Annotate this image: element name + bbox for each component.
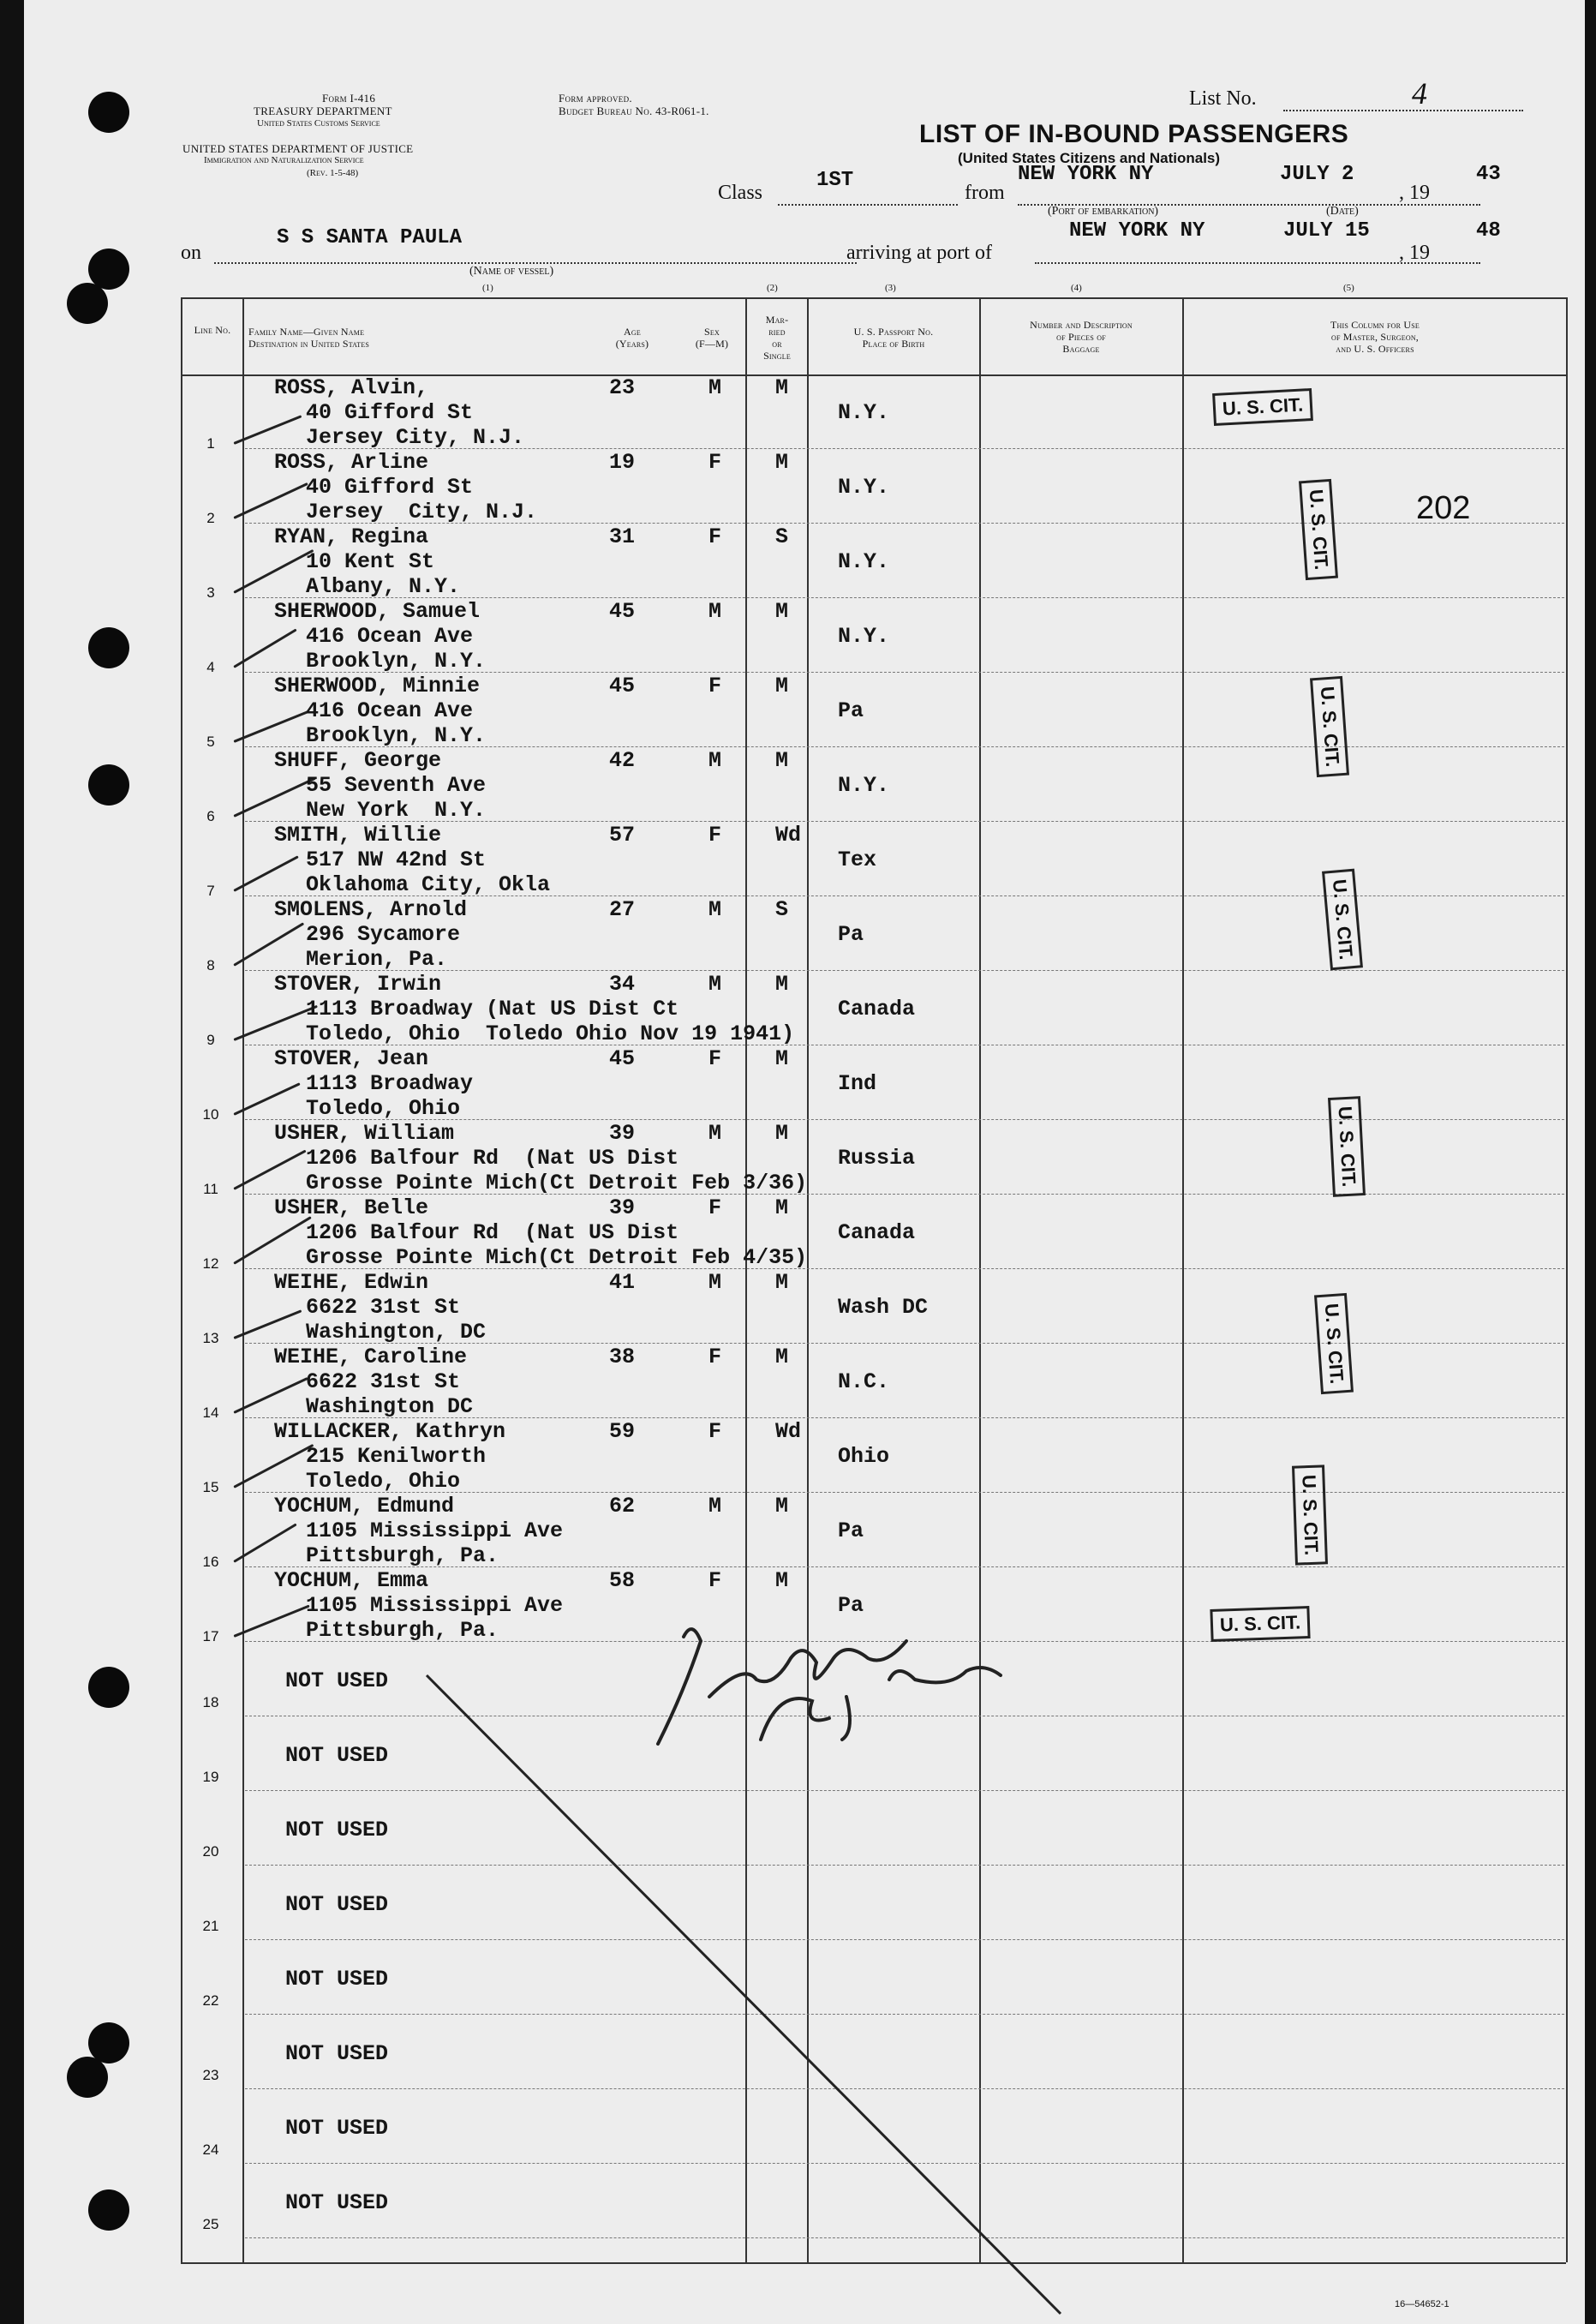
- passenger-name: WEIHE, Caroline: [274, 1345, 468, 1369]
- address-city: Grosse Pointe Mich(Ct Detroit Feb 3/36): [306, 1171, 808, 1195]
- us-citizen-stamp: U. S. CIT.: [1210, 1606, 1310, 1642]
- address-street: 1206 Balfour Rd (Nat US Dist: [306, 1146, 679, 1171]
- revision: (Rev. 1-5-48): [307, 168, 359, 178]
- marital-status: M: [775, 1121, 789, 1146]
- address-street: 517 NW 42nd St: [306, 848, 487, 872]
- passenger-age: 42: [609, 748, 636, 773]
- footer-code: 16—54652-1: [1395, 2299, 1450, 2309]
- passenger-name: SMOLENS, Arnold: [274, 897, 468, 922]
- form-approved: Form approved.: [559, 92, 632, 105]
- passenger-name: STOVER, Jean: [274, 1046, 429, 1071]
- marital-status: M: [775, 1494, 789, 1518]
- place-of-birth: Ohio: [838, 1444, 890, 1469]
- address-city: Jersey City, N.J.: [306, 425, 525, 450]
- address-street: 6622 31st St: [306, 1295, 461, 1320]
- line-number: 6: [206, 808, 215, 824]
- address-street: 215 Kenilworth: [306, 1444, 487, 1469]
- passenger-sex: F: [708, 524, 722, 549]
- passenger-name: USHER, William: [274, 1121, 455, 1146]
- address-city: Toledo, Ohio Toledo Ohio Nov 19 1941): [306, 1021, 795, 1046]
- address-street: 416 Ocean Ave: [306, 624, 474, 649]
- passenger-sex: M: [708, 1270, 722, 1295]
- place-of-birth: N.Y.: [838, 773, 890, 798]
- marital-status: M: [775, 1046, 789, 1071]
- col-num-3: (3): [885, 283, 896, 293]
- col-num-2: (2): [767, 283, 778, 293]
- address-street: 40 Gifford St: [306, 475, 474, 500]
- header-name: Family Name—Given Name: [248, 326, 365, 338]
- address-street: 1113 Broadway (Nat US Dist Ct: [306, 997, 679, 1021]
- header-age-unit: (Years): [615, 338, 649, 350]
- not-used-label: NOT USED: [285, 1967, 389, 1992]
- passenger-sex: M: [708, 972, 722, 997]
- marital-status: M: [775, 972, 789, 997]
- on-label: on: [181, 242, 201, 264]
- line-number: 3: [206, 584, 215, 601]
- marital-status: Wd: [775, 1419, 802, 1444]
- line-number: 24: [202, 2141, 219, 2158]
- not-used-label: NOT USED: [285, 1668, 389, 1693]
- passenger-sex: F: [708, 1419, 722, 1444]
- line-number: 15: [202, 1479, 219, 1495]
- place-of-birth: N.Y.: [838, 549, 890, 574]
- place-of-birth: N.Y.: [838, 400, 890, 425]
- passenger-age: 45: [609, 674, 636, 698]
- place-of-birth: Russia: [838, 1146, 916, 1171]
- passenger-name: ROSS, Arline: [274, 450, 429, 475]
- us-citizen-stamp: U. S. CIT.: [1310, 676, 1349, 777]
- passenger-age: 41: [609, 1270, 636, 1295]
- place-of-birth: Wash DC: [838, 1295, 929, 1320]
- not-used-label: NOT USED: [285, 2041, 389, 2066]
- passenger-age: 39: [609, 1121, 636, 1146]
- passenger-sex: M: [708, 748, 722, 773]
- header-baggage-3: Baggage: [1062, 343, 1100, 355]
- port-embarkation-note: (Port of embarkation): [1048, 205, 1159, 218]
- passenger-name: YOCHUM, Edmund: [274, 1494, 455, 1518]
- address-city: Oklahoma City, Okla: [306, 872, 551, 897]
- line-number: 8: [206, 957, 215, 973]
- marital-status: M: [775, 1345, 789, 1369]
- line-number: 5: [206, 734, 215, 750]
- port-of-embarkation: NEW YORK NY: [1018, 163, 1154, 186]
- line-number: 7: [206, 883, 215, 899]
- passenger-name: WEIHE, Edwin: [274, 1270, 429, 1295]
- place-of-birth: Pa: [838, 698, 864, 723]
- from-label: from: [965, 182, 1005, 204]
- form-title: LIST OF IN-BOUND PASSENGERS: [919, 120, 1349, 148]
- arrival-date: JULY 15: [1283, 219, 1370, 243]
- customs-service: United States Customs Service: [257, 118, 380, 129]
- header-married-4: Single: [763, 350, 791, 362]
- passenger-sex: F: [708, 1195, 722, 1220]
- line-number: 17: [202, 1628, 219, 1644]
- us-citizen-stamp: U. S. CIT.: [1328, 1096, 1366, 1197]
- not-used-label: NOT USED: [285, 2116, 389, 2141]
- embarkation-date: JULY 2: [1280, 163, 1354, 186]
- passenger-name: USHER, Belle: [274, 1195, 429, 1220]
- header-officers-3: and U. S. Officers: [1336, 343, 1414, 355]
- not-used-label: NOT USED: [285, 2190, 389, 2215]
- arrival-port: NEW YORK NY: [1069, 219, 1205, 243]
- address-city: Washington DC: [306, 1394, 474, 1419]
- line-number: 14: [202, 1405, 219, 1421]
- header-line-no: Line No.: [194, 324, 231, 336]
- place-of-birth: Canada: [838, 997, 916, 1021]
- address-street: 10 Kent St: [306, 549, 435, 574]
- marital-status: M: [775, 1270, 789, 1295]
- passenger-name: SHERWOOD, Samuel: [274, 599, 481, 624]
- address-city: Toledo, Ohio: [306, 1096, 461, 1121]
- col-num-5: (5): [1343, 283, 1354, 293]
- officer-note: 202: [1416, 490, 1471, 526]
- passenger-age: 45: [609, 599, 636, 624]
- address-city: Washington, DC: [306, 1320, 487, 1345]
- passenger-sex: F: [708, 1345, 722, 1369]
- passenger-name: STOVER, Irwin: [274, 972, 442, 997]
- marital-status: S: [775, 897, 789, 922]
- us-citizen-stamp: U. S. CIT.: [1299, 479, 1338, 580]
- line-number: 4: [206, 659, 215, 675]
- form-number: Form I-416: [322, 92, 376, 105]
- passenger-sex: M: [708, 897, 722, 922]
- not-used-label: NOT USED: [285, 1743, 389, 1768]
- passenger-age: 62: [609, 1494, 636, 1518]
- line-number: 13: [202, 1330, 219, 1346]
- address-street: 1105 Mississippi Ave: [306, 1593, 564, 1618]
- address-city: Pittsburgh, Pa.: [306, 1543, 499, 1568]
- passenger-age: 34: [609, 972, 636, 997]
- passenger-age: 39: [609, 1195, 636, 1220]
- inspector-signature: [24, 0, 1585, 2324]
- passenger-name: WILLACKER, Kathryn: [274, 1419, 506, 1444]
- header-sex-values: (F—M): [695, 338, 729, 350]
- department-of-justice: UNITED STATES DEPARTMENT OF JUSTICE: [182, 142, 414, 155]
- address-street: 296 Sycamore: [306, 922, 461, 947]
- col-num-1: (1): [482, 283, 493, 293]
- address-street: 6622 31st St: [306, 1369, 461, 1394]
- line-number: 11: [203, 1181, 218, 1197]
- us-citizen-stamp: U. S. CIT.: [1314, 1293, 1354, 1394]
- vessel-name: S S SANTA PAULA: [277, 226, 463, 249]
- address-street: 1206 Balfour Rd (Nat US Dist: [306, 1220, 679, 1245]
- header-married-3: or: [772, 338, 782, 350]
- list-no-value: 4: [1412, 76, 1427, 111]
- place-of-birth: N.C.: [838, 1369, 890, 1394]
- passenger-sex: F: [708, 450, 722, 475]
- header-birthplace: Place of Birth: [862, 338, 925, 350]
- budget-bureau: Budget Bureau No. 43-R061-1.: [559, 105, 709, 117]
- place-of-birth: N.Y.: [838, 624, 890, 649]
- address-street: 40 Gifford St: [306, 400, 474, 425]
- us-citizen-stamp: U. S. CIT.: [1212, 388, 1313, 426]
- passenger-age: 23: [609, 375, 636, 400]
- passenger-sex: F: [708, 1046, 722, 1071]
- passenger-sex: F: [708, 674, 722, 698]
- place-of-birth: Canada: [838, 1220, 916, 1245]
- address-city: Grosse Pointe Mich(Ct Detroit Feb 4/35): [306, 1245, 808, 1270]
- passenger-age: 45: [609, 1046, 636, 1071]
- address-street: 416 Ocean Ave: [306, 698, 474, 723]
- header-sex: Sex: [704, 326, 720, 338]
- passenger-sex: F: [708, 1568, 722, 1593]
- line-number: 20: [202, 1843, 219, 1860]
- header-officers-1: This Column for Use: [1330, 319, 1420, 331]
- passenger-sex: F: [708, 823, 722, 848]
- line-number: 2: [206, 510, 215, 526]
- line-number: 12: [202, 1255, 219, 1272]
- header-passport: U. S. Passport No.: [853, 326, 934, 338]
- marital-status: S: [775, 524, 789, 549]
- passenger-age: 27: [609, 897, 636, 922]
- address-street: 1105 Mississippi Ave: [306, 1518, 564, 1543]
- date-note: (Date): [1326, 205, 1359, 218]
- address-city: Merion, Pa.: [306, 947, 448, 972]
- line-number: 19: [202, 1769, 219, 1785]
- marital-status: M: [775, 674, 789, 698]
- treasury-department: TREASURY DEPARTMENT: [254, 105, 392, 117]
- address-city: Toledo, Ohio: [306, 1469, 461, 1494]
- address-city: Jersey City, N.J.: [306, 500, 538, 524]
- not-used-label: NOT USED: [285, 1818, 389, 1842]
- us-citizen-stamp: U. S. CIT.: [1322, 869, 1363, 971]
- address-street: 1113 Broadway: [306, 1071, 474, 1096]
- us-citizen-stamp: U. S. CIT.: [1292, 1464, 1328, 1565]
- place-of-birth: Pa: [838, 1593, 864, 1618]
- header-baggage-1: Number and Description: [1030, 319, 1133, 331]
- passenger-age: 19: [609, 450, 636, 475]
- header-married-2: ried: [768, 326, 786, 338]
- marital-status: M: [775, 599, 789, 624]
- passenger-sex: M: [708, 599, 722, 624]
- passenger-sex: M: [708, 1494, 722, 1518]
- passenger-name: ROSS, Alvin,: [274, 375, 429, 400]
- manifest-page: [24, 0, 1585, 2324]
- line-number: 21: [202, 1918, 219, 1934]
- marital-status: Wd: [775, 823, 802, 848]
- passenger-age: 38: [609, 1345, 636, 1369]
- line-number: 18: [202, 1694, 219, 1710]
- not-used-label: NOT USED: [285, 1892, 389, 1917]
- address-city: Brooklyn, N.Y.: [306, 649, 487, 674]
- line-number: 1: [206, 435, 215, 452]
- passenger-sex: M: [708, 375, 722, 400]
- vessel-note: (Name of vessel): [469, 265, 554, 278]
- form-subtitle: (United States Citizens and Nationals): [958, 150, 1221, 166]
- immigration-service: Immigration and Naturalization Service: [204, 155, 364, 165]
- address-street: 55 Seventh Ave: [306, 773, 487, 798]
- list-no-label: List No.: [1189, 87, 1257, 110]
- col-num-4: (4): [1071, 283, 1082, 293]
- place-of-birth: Tex: [838, 848, 877, 872]
- passenger-sex: M: [708, 1121, 722, 1146]
- header-destination: Destination in United States: [248, 338, 370, 350]
- arriving-label: arriving at port of: [846, 242, 992, 264]
- header-married-1: Mar-: [765, 314, 789, 326]
- embarkation-year: 43: [1476, 163, 1501, 186]
- line-number: 9: [206, 1032, 215, 1048]
- header-age: Age: [624, 326, 641, 338]
- passenger-age: 58: [609, 1568, 636, 1593]
- address-city: Brooklyn, N.Y.: [306, 723, 487, 748]
- marital-status: M: [775, 375, 789, 400]
- line-number: 10: [202, 1106, 219, 1123]
- class-value: 1ST: [816, 169, 854, 192]
- address-city: Pittsburgh, Pa.: [306, 1618, 499, 1643]
- place-of-birth: Ind: [838, 1071, 877, 1096]
- line-number: 16: [202, 1554, 219, 1570]
- marital-status: M: [775, 748, 789, 773]
- header-officers-2: of Master, Surgeon,: [1330, 331, 1420, 343]
- class-label: Class: [718, 182, 763, 204]
- place-of-birth: N.Y.: [838, 475, 890, 500]
- passenger-name: SMITH, Willie: [274, 823, 442, 848]
- passenger-name: SHUFF, George: [274, 748, 442, 773]
- address-city: Albany, N.Y.: [306, 574, 461, 599]
- passenger-age: 31: [609, 524, 636, 549]
- place-of-birth: Pa: [838, 1518, 864, 1543]
- marital-status: M: [775, 1195, 789, 1220]
- header-baggage-2: of Pieces of: [1056, 331, 1106, 343]
- address-city: New York N.Y.: [306, 798, 487, 823]
- marital-status: M: [775, 1568, 789, 1593]
- passenger-age: 57: [609, 823, 636, 848]
- year-prefix-1: , 19: [1399, 182, 1430, 204]
- line-number: 25: [202, 2216, 219, 2232]
- year-prefix-2: , 19: [1399, 242, 1430, 264]
- place-of-birth: Pa: [838, 922, 864, 947]
- passenger-name: RYAN, Regina: [274, 524, 429, 549]
- line-number: 22: [202, 1992, 219, 2009]
- passenger-age: 59: [609, 1419, 636, 1444]
- passenger-name: SHERWOOD, Minnie: [274, 674, 481, 698]
- line-number: 23: [202, 2067, 219, 2083]
- arrival-year: 48: [1476, 219, 1501, 243]
- passenger-name: YOCHUM, Emma: [274, 1568, 429, 1593]
- marital-status: M: [775, 450, 789, 475]
